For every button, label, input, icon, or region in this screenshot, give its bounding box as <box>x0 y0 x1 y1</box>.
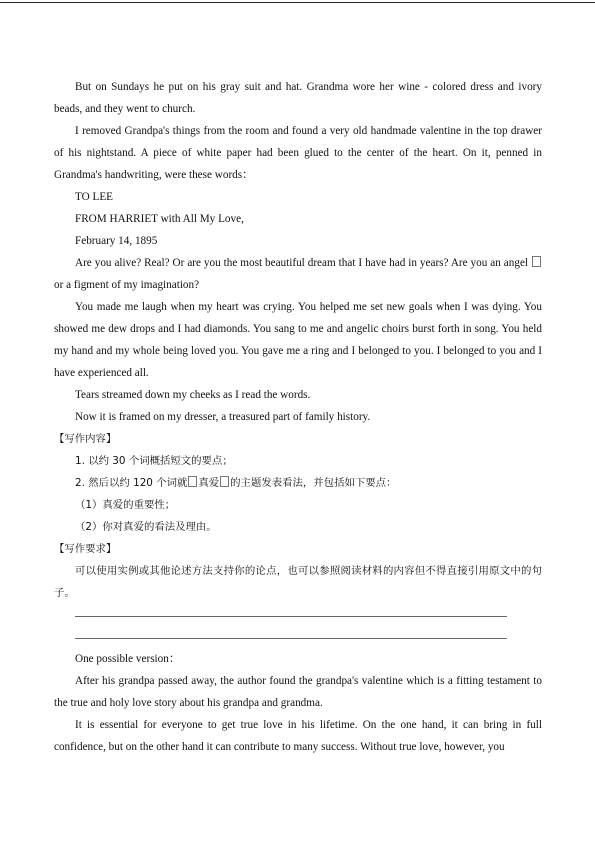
passage-paragraph-5: Tears streamed down my cheeks as I read the words. <box>75 389 311 401</box>
answer-blank-line-1 <box>54 604 542 626</box>
valentine-from-line: FROM HARRIET with All My Love, <box>75 213 244 225</box>
writing-content-item-2-part-b: 真爱 <box>198 477 220 489</box>
valentine-to-line: TO LEE <box>75 191 114 203</box>
valentine-date-line: February 14, 1895 <box>75 235 158 247</box>
passage-paragraph-3-part-a: Are you alive? Real? Or are you the most beautiful dream that I have had in years? Are you an angel <box>75 257 529 269</box>
page-top-rule <box>0 2 595 3</box>
writing-content-item-2-part-a: 2. 然后以约 120 个词就 <box>75 477 188 489</box>
passage-paragraph-2: I removed Grandpa's things from the room and found a very old handmade valentine in the top drawer of his nightstand. A piece of white paper had been glued to the center of the heart. On it, penned in Grandma's handwriting, were these words： <box>54 125 542 181</box>
passage-paragraph-3-part-b: or a figment of my imagination? <box>54 279 200 291</box>
passage-paragraph-3 <box>54 252 542 296</box>
writing-content-subpoint-2: （2）你对真爱的看法及理由。 <box>75 521 217 533</box>
writing-content-item-2 <box>54 472 542 494</box>
answer-label: One possible version： <box>75 653 181 665</box>
answer-blank-line-2 <box>54 626 542 648</box>
missing-glyph-box <box>188 476 197 487</box>
answer-paragraph-2: It is essential for everyone to get true love in his lifetime. On the one hand, it can bring in full confidence, but on the other hand it can contribute to many success. Without true love, however, you <box>54 719 542 753</box>
document-page <box>54 76 542 758</box>
writing-requirements-heading: 【写作要求】 <box>54 543 117 555</box>
writing-content-heading: 【写作内容】 <box>54 433 117 445</box>
missing-glyph-box <box>532 256 541 267</box>
writing-content-item-1: 1. 以约 30 个词概括短文的要点； <box>75 455 233 467</box>
answer-paragraph-1: After his grandpa passed away, the author found the grandpa's valentine which is a fitting testament to the true and holy love story about his grandpa and grandma. <box>54 675 542 709</box>
passage-paragraph-4: You made me laugh when my heart was crying. You helped me set new goals when I was dying. You showed me dew drops and I had diamonds. You sang to me and angelic choirs burst forth in song. You held my hand and my whole being loved you. You gave me a ring and I belonged to you. I belonged to you and I have experienced all. <box>54 301 542 379</box>
writing-content-subpoint-1: （1）真爱的重要性； <box>75 499 176 511</box>
writing-requirements-text: 可以使用实例或其他论述方法支持你的论点，也可以参照阅读材料的内容但不得直接引用原文中的句子。 <box>54 565 542 599</box>
writing-content-item-2-part-c: 的主题发表看法，并包括如下要点： <box>230 477 397 489</box>
missing-glyph-box <box>220 476 229 487</box>
passage-paragraph-6: Now it is framed on my dresser, a treasured part of family history. <box>75 411 371 423</box>
passage-paragraph-1: But on Sundays he put on his gray suit and hat. Grandma wore her wine - colored dress and ivory beads, and they went to church. <box>54 81 542 115</box>
